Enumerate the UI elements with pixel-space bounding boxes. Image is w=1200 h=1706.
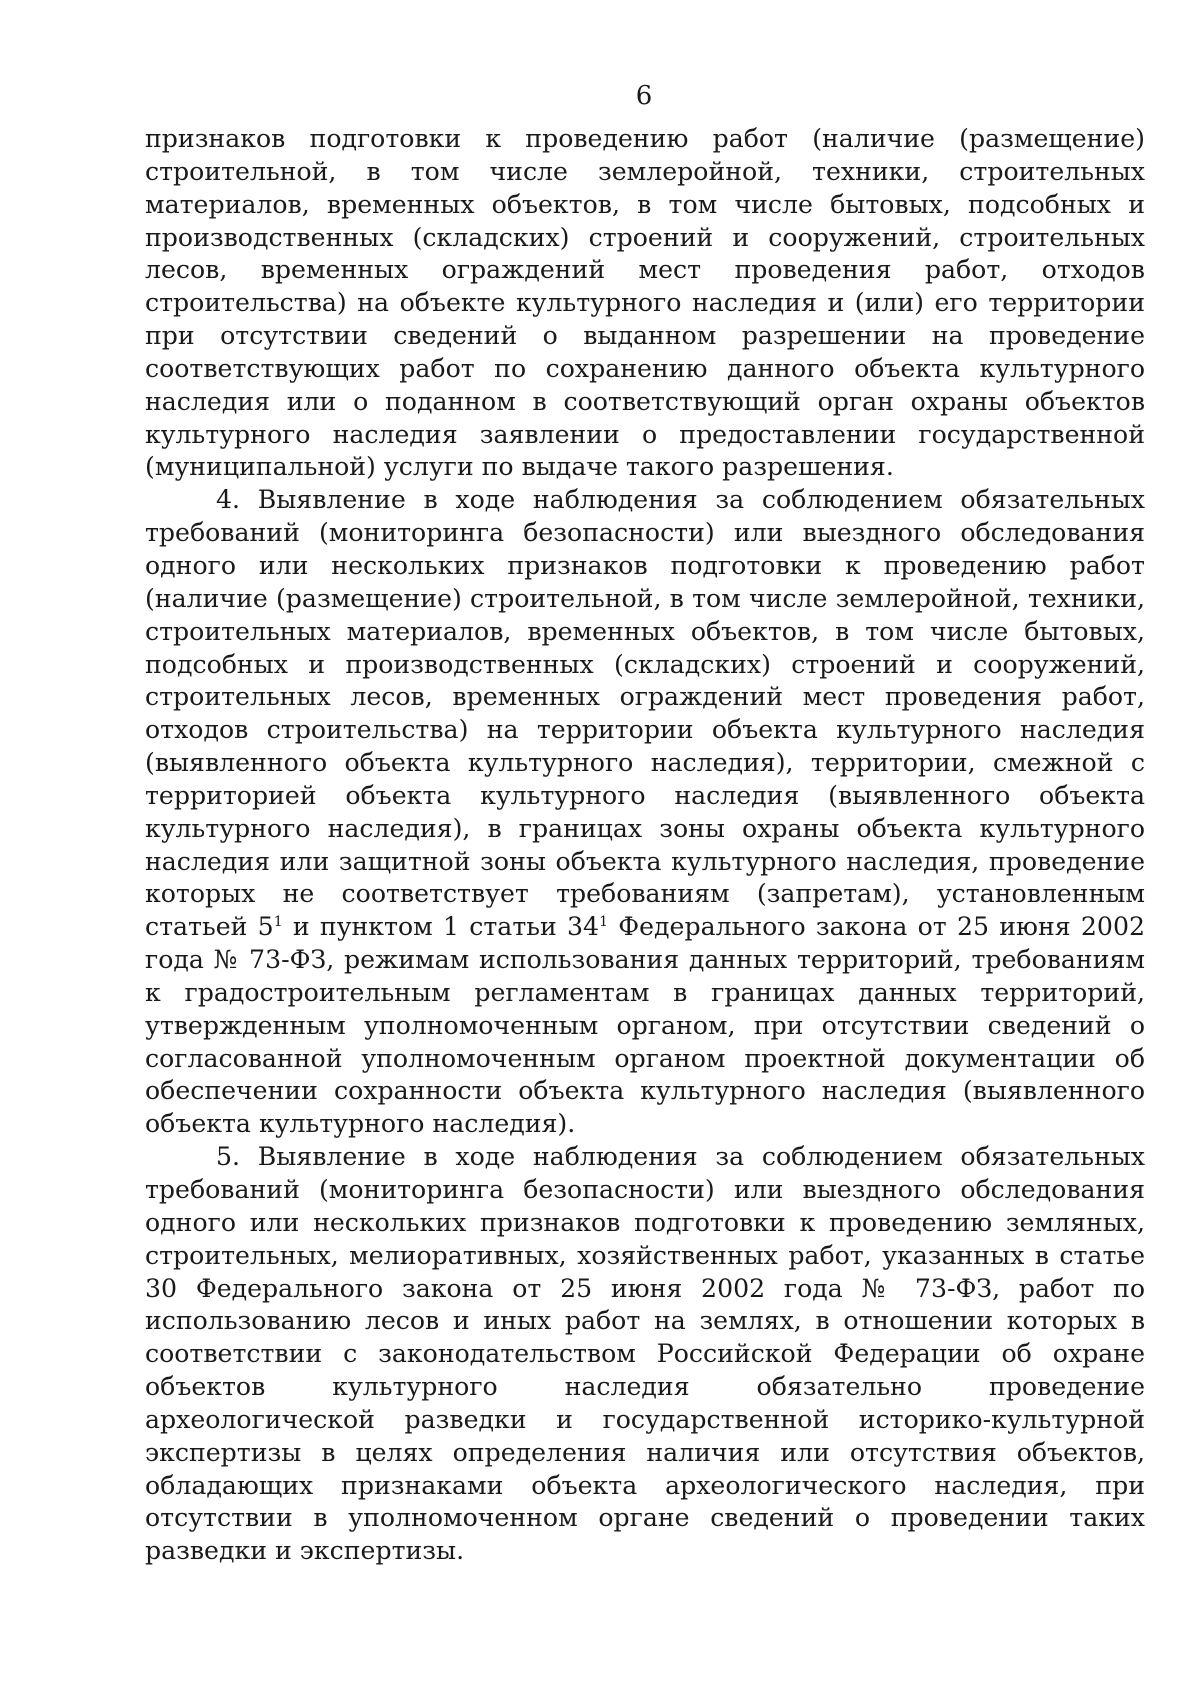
paragraph-3-continuation: признаков подготовки к проведению работ (наличие (размещение) строительной, в том числе землеройной, техники, строительных материалов, временных объектов, в том числе бытовых, подсобных и производственных (складских) строений и сооружений, строительных лесов, временных ограждений мест проведения работ, отходов строительства) на объекте культурного наследия и (или) его территории при отсутствии сведений о выданном разрешении на проведение соответствующих работ по сохранению данного объекта культурного наследия или о поданном в соответствующий орган охраны объектов культурного наследия заявлении о предоставлении государственной (муниципальной) услуги по выдаче такого разрешения. <box>145 124 1145 482</box>
paragraph-4-text-part2: и пунктом 1 статьи 34 <box>282 912 600 942</box>
superscript-article-34-1: 1 <box>599 914 608 931</box>
paragraph-4-text-part3: Федерального закона от 25 июня 2002 года № 73-ФЗ, режимам использования данных территорий, требованиям к градостроительным регламентам в границах данных территорий, утвержденным уполномоченным органом, при отсутствии сведений о согласованной уполномоченным органом проектной документации об обеспечении сохранности объекта культурного наследия (выявленного объекта культурного наследия). <box>145 912 1145 1139</box>
paragraph-4-text-part1: 4. Выявление в ходе наблюдения за соблюдением обязательных требований (мониторинга безопасности) или выездного обследования одного или нескольких признаков подготовки к проведению работ (наличие (размещение) строительной, в том числе землеройной, техники, строительных материалов, временных объектов, в том числе бытовых, подсобных и производственных (складских) строений и сооружений, строительных лесов, временных ограждений мест проведения работ, отходов строительства) на территории объекта культурного наследия (выявленного объекта культурного наследия), территории, смежной с территорией объекта культурного наследия (выявленного объекта культурного наследия), в границах зоны охраны объекта культурного наследия или защитной зоны объекта культурного наследия, проведение которых не соответствует требованиям (запретам), установленным статьей 5 <box>145 485 1145 942</box>
paragraph-5: 5. Выявление в ходе наблюдения за соблюдением обязательных требований (мониторинга безопасности) или выездного обследования одного или нескольких признаков подготовки к проведению земляных, строительных, мелиоративных, хозяйственных работ, указанных в статье 30 Федерального закона от 25 июня 2002 года № 73-ФЗ, работ по использованию лесов и иных работ на землях, в отношении которых в соответствии с законодательством Российской Федерации об охране объектов культурного наследия обязательно проведение археологической разведки и государственной историко-культурной экспертизы в целях определения наличия или отсутствия объектов, обладающих признаками объекта археологического наследия, при отсутствии в уполномоченном органе сведений о проведении таких разведки и экспертизы. <box>145 1142 1145 1566</box>
superscript-article-5-1: 1 <box>273 914 283 931</box>
page-number: 6 <box>635 81 653 111</box>
document-body <box>145 123 1145 1568</box>
paragraph-4 <box>145 484 1145 1141</box>
